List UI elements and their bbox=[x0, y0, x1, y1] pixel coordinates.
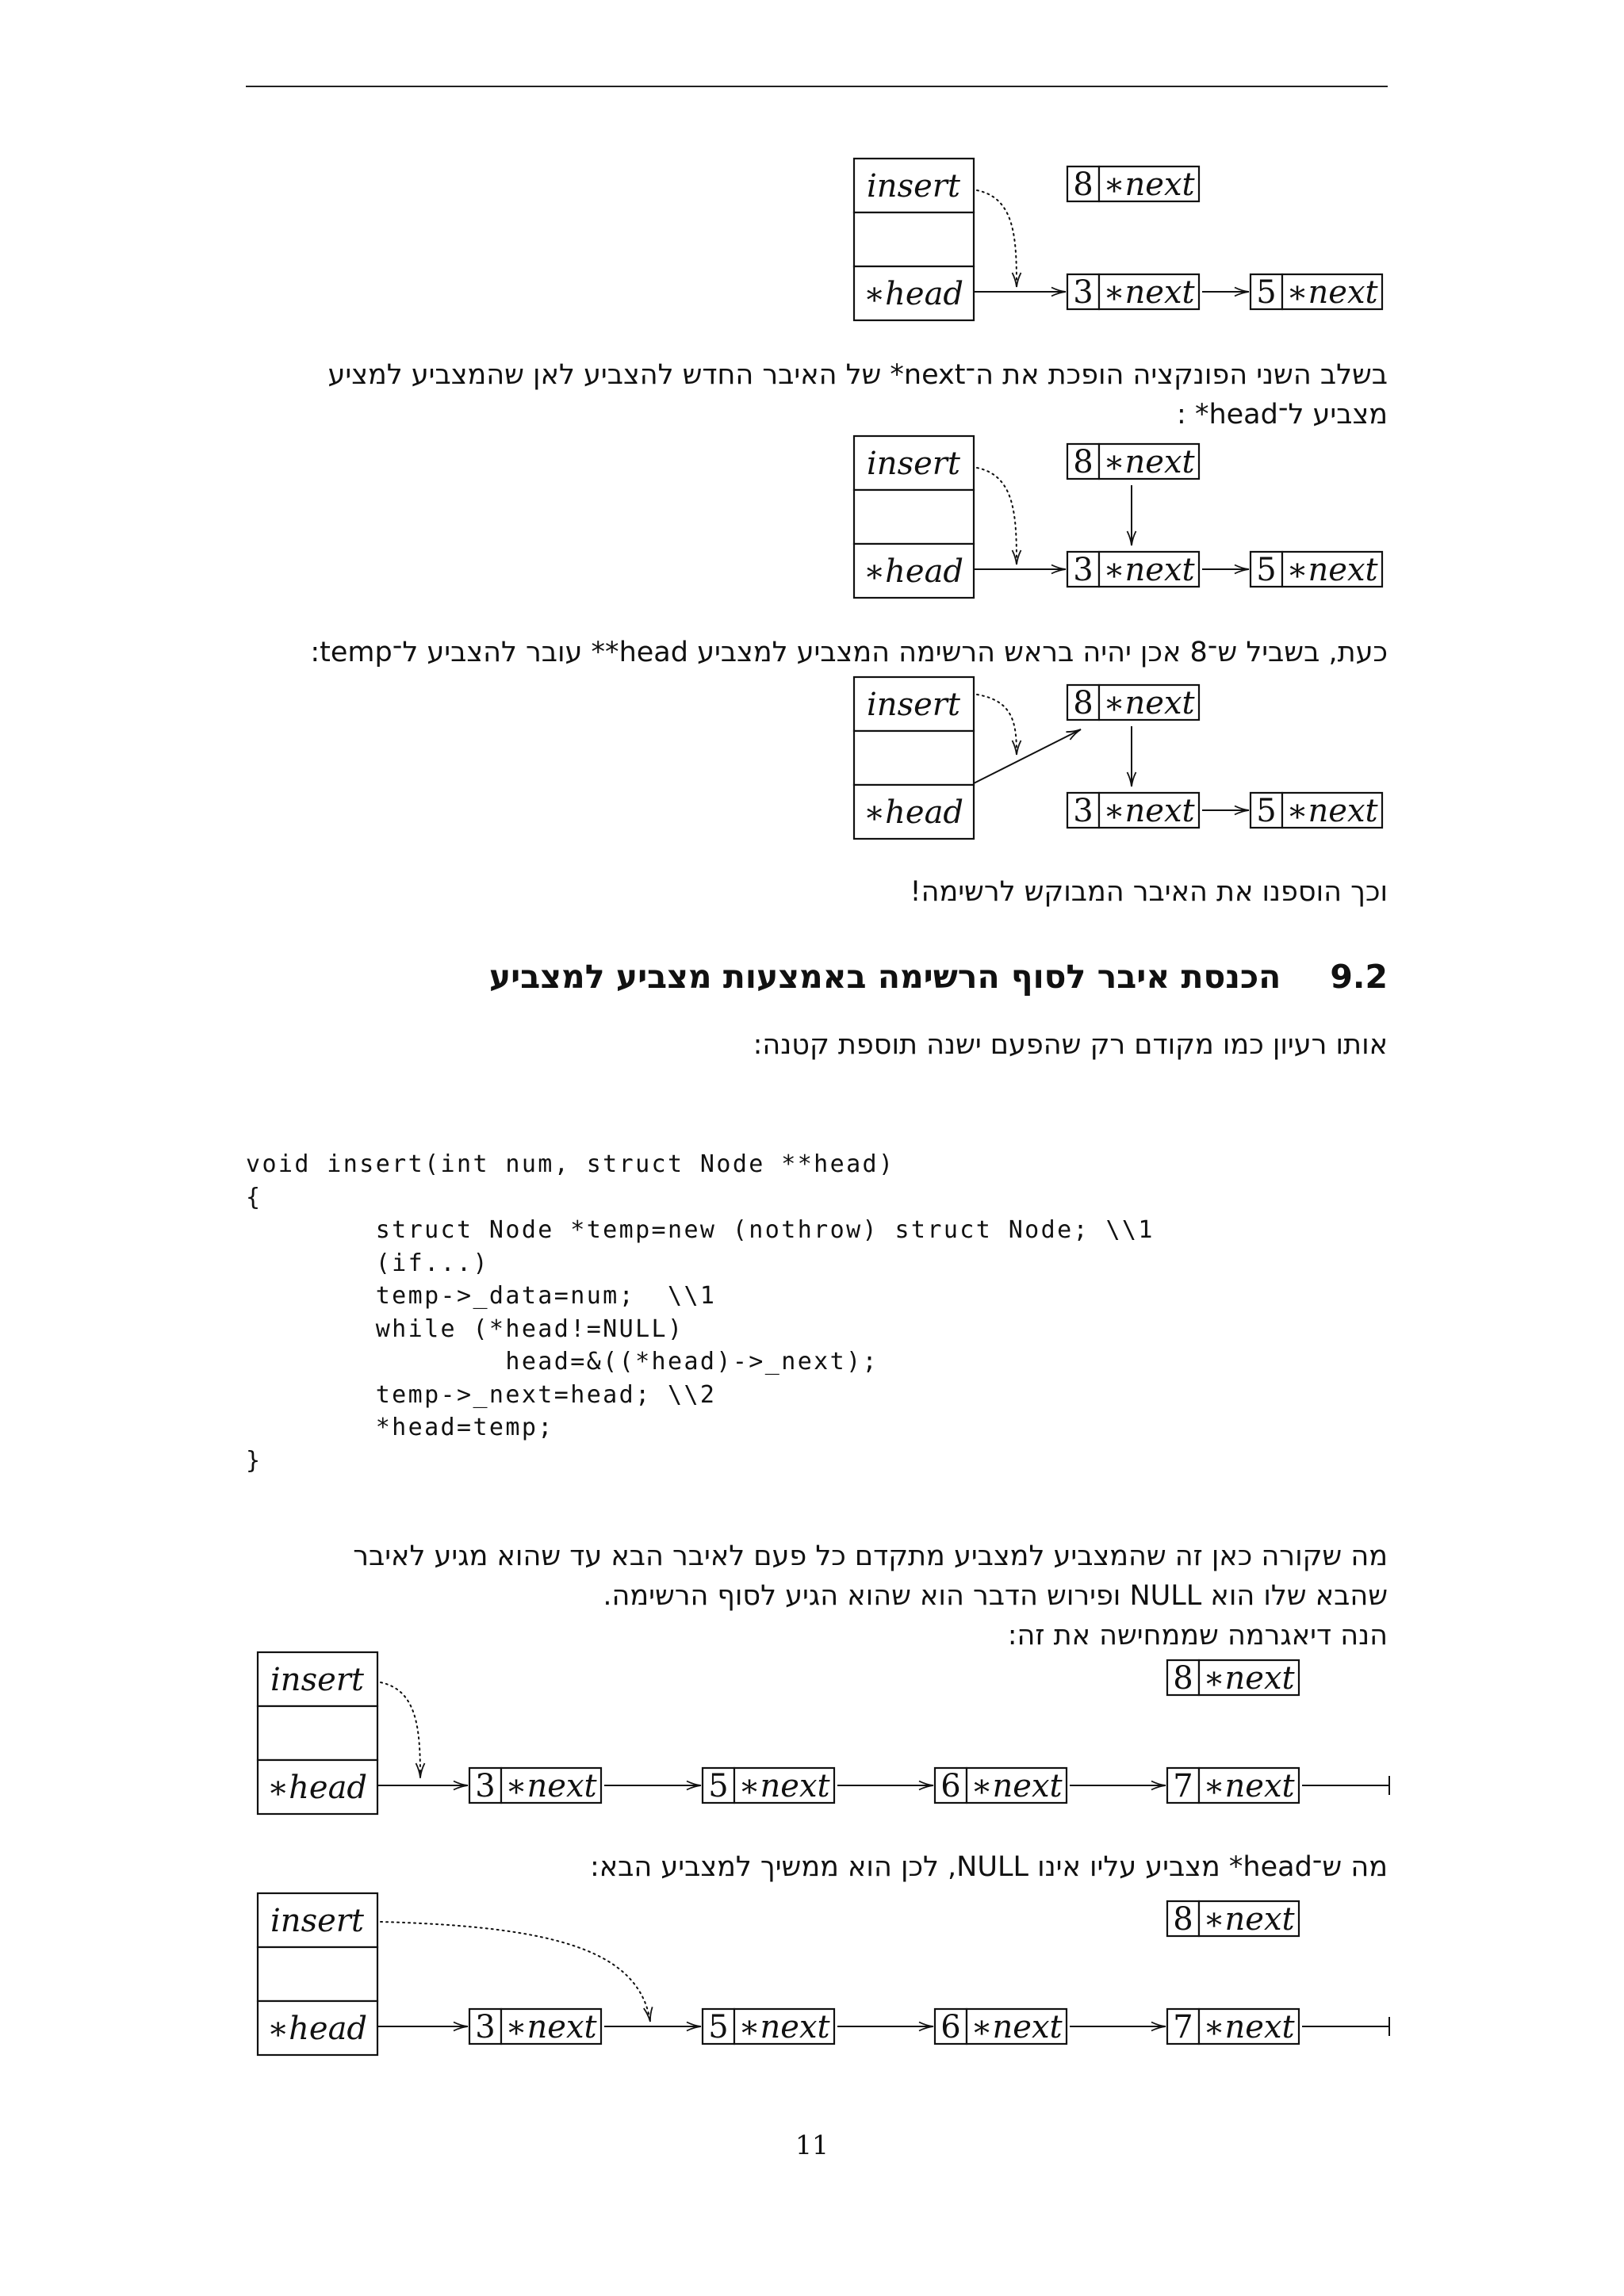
paragraph-continue: מה ש־head* מצביע עליו אינו NULL, לכן הוא ממשיך למצביע הבא: bbox=[589, 1851, 1388, 1883]
insert-label: insert bbox=[867, 687, 960, 723]
node-3-value: 3 bbox=[475, 1768, 496, 1804]
insert-label: insert bbox=[270, 1903, 364, 1939]
insert-pointer-arrow bbox=[977, 468, 1017, 564]
paragraph-explanation-line2: שהבא שלו הוא NULL ופירוש הדבר הוא שהוא הגיע לסוף הרשימה. bbox=[603, 1580, 1388, 1612]
head-label: ∗head bbox=[863, 794, 964, 831]
code-line: while (*head!=NULL) bbox=[246, 1314, 684, 1343]
insert-pointer-arrow bbox=[381, 1682, 420, 1777]
paragraph-explanation bbox=[238, 1536, 1388, 1655]
code-line: struct Node *temp=new (nothrow) struct Node; \\1 bbox=[246, 1216, 1155, 1244]
node-5-value: 5 bbox=[708, 2009, 729, 2045]
node-5-next-label: ∗next bbox=[1286, 793, 1378, 829]
section-title: הכנסת איבר לסוף הרשימה באמצעות מצביע למצביע bbox=[488, 958, 1281, 996]
code-line: head=&((*head)->_next); bbox=[246, 1348, 879, 1376]
empty-box bbox=[854, 731, 974, 785]
node-5-next-label: ∗next bbox=[738, 1768, 830, 1804]
diagram-5 bbox=[258, 1893, 1389, 2055]
node-8-next-label: ∗next bbox=[1103, 685, 1195, 721]
node-8-next-label: ∗next bbox=[1203, 1660, 1295, 1697]
head-label: ∗head bbox=[266, 2011, 368, 2047]
code-line: void insert(int num, struct Node **head) bbox=[246, 1150, 895, 1178]
paragraph-explanation-line3: הנה דיאגרמה שממחישה את זה: bbox=[1007, 1620, 1388, 1651]
paragraph-explanation-line1: מה שקורה כאן זה שהמצביע למצביע מתקדם כל פעם לאיבר הבא עד שהוא מגיע לאיבר bbox=[353, 1540, 1388, 1572]
page-number: 11 bbox=[795, 2130, 829, 2160]
insert-pointer-arrow bbox=[381, 1922, 650, 2022]
diagram-3 bbox=[854, 677, 1382, 839]
section-number: 9.2 bbox=[1330, 958, 1388, 996]
node-3-next-label: ∗next bbox=[1103, 552, 1195, 588]
node-3-next-label: ∗next bbox=[1103, 793, 1195, 829]
empty-box bbox=[258, 1706, 377, 1760]
node-5-value: 5 bbox=[1256, 274, 1277, 311]
node-3-value: 3 bbox=[1073, 793, 1094, 829]
node-7-next-label: ∗next bbox=[1203, 2009, 1295, 2045]
code-block bbox=[246, 1148, 1155, 1477]
node-8-next-label: ∗next bbox=[1103, 166, 1195, 203]
code-line: temp->_next=head; \\2 bbox=[246, 1380, 717, 1409]
paragraph-intro: אותו רעיון כמו מקודם רק שהפעם ישנה תוספת קטנה: bbox=[753, 1029, 1388, 1061]
paragraph-step3: כעת, בשביל ש־8 אכן יהיה בראש הרשימה המצביע למצביע head** עובר להצביע ל־temp: bbox=[310, 637, 1388, 668]
diagram-1 bbox=[854, 159, 1382, 320]
node-8-value: 8 bbox=[1073, 685, 1094, 721]
node-8-value: 8 bbox=[1173, 1660, 1193, 1697]
node-7-value: 7 bbox=[1173, 2009, 1193, 2045]
empty-box bbox=[854, 212, 974, 266]
empty-box bbox=[854, 490, 974, 544]
head-label: ∗head bbox=[863, 553, 964, 590]
node-6-next-label: ∗next bbox=[971, 2009, 1063, 2045]
node-5-value: 5 bbox=[1256, 793, 1277, 829]
node-8-value: 8 bbox=[1073, 166, 1094, 203]
node-8-next-label: ∗next bbox=[1103, 444, 1195, 480]
insert-label: insert bbox=[270, 1662, 364, 1698]
node-3-next-label: ∗next bbox=[1103, 274, 1195, 311]
node-3-next-label: ∗next bbox=[505, 1768, 597, 1804]
code-line: (if...) bbox=[246, 1249, 489, 1277]
paragraph-step2-line1: בשלב השני הפונקציה הופכת את ה־next* של האיבר החדש להצביע לאן שהמצביע למציע bbox=[327, 359, 1388, 391]
diagram-2 bbox=[854, 436, 1382, 598]
empty-box bbox=[258, 1947, 377, 2001]
node-3-next-label: ∗next bbox=[505, 2009, 597, 2045]
insert-pointer-arrow bbox=[977, 190, 1017, 287]
insert-label: insert bbox=[867, 168, 960, 205]
node-5-value: 5 bbox=[708, 1768, 729, 1804]
node-5-next-label: ∗next bbox=[738, 2009, 830, 2045]
paragraph-step2 bbox=[238, 355, 1388, 434]
insert-pointer-arrow bbox=[977, 695, 1017, 755]
paragraph-step2-line2: מצביע ל־head* : bbox=[1177, 399, 1388, 430]
node-8-value: 8 bbox=[1173, 1901, 1193, 1938]
code-line: *head=temp; bbox=[246, 1414, 554, 1441]
node-8-value: 8 bbox=[1073, 444, 1094, 480]
node-3-value: 3 bbox=[1073, 552, 1094, 588]
section-heading bbox=[238, 958, 1388, 996]
paragraph-done: וכך הוספנו את האיבר המבוקש לרשימה! bbox=[910, 876, 1388, 908]
head-label: ∗head bbox=[266, 1770, 368, 1806]
code-line: temp->_data=num; \\1 bbox=[246, 1282, 717, 1310]
head-label: ∗head bbox=[863, 276, 964, 312]
node-5-next-label: ∗next bbox=[1286, 274, 1378, 311]
node-6-next-label: ∗next bbox=[971, 1768, 1063, 1804]
diagram-4 bbox=[258, 1652, 1389, 1814]
node-5-value: 5 bbox=[1256, 552, 1277, 588]
node-7-next-label: ∗next bbox=[1203, 1768, 1295, 1804]
node-5-next-label: ∗next bbox=[1286, 552, 1378, 588]
node-7-value: 7 bbox=[1173, 1768, 1193, 1804]
node-3-value: 3 bbox=[1073, 274, 1094, 311]
insert-label: insert bbox=[867, 446, 960, 482]
code-line: { bbox=[246, 1183, 262, 1211]
node-6-value: 6 bbox=[940, 2009, 961, 2045]
code-line: } bbox=[246, 1446, 262, 1475]
head-to-8-arrow bbox=[974, 729, 1081, 783]
node-6-value: 6 bbox=[940, 1768, 961, 1804]
node-8-next-label: ∗next bbox=[1203, 1901, 1295, 1938]
node-3-value: 3 bbox=[475, 2009, 496, 2045]
